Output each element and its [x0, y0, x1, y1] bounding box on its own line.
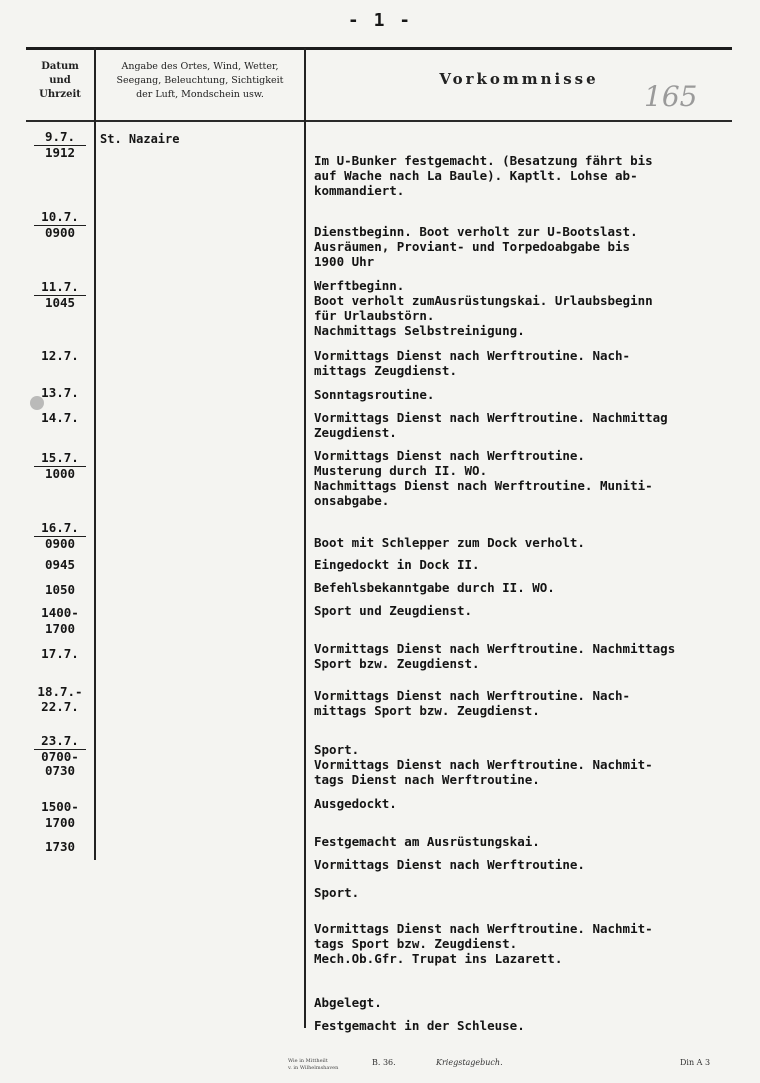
datetime-entry: [30, 386, 90, 400]
event-entry: Abgelegt.: [314, 995, 382, 1010]
event-entry: Im U-Bunker festgemacht. (Besatzung fährt bis auf Wache nach La Baule). Kaptlt. Lohse ab- kommandiert.: [314, 153, 653, 198]
datetime-entry: [30, 700, 90, 714]
event-entry: Vormittags Dienst nach Werftroutine.: [314, 857, 585, 872]
header-angabe-line: Seegang, Beleuchtung, Sichtigkeit: [116, 75, 284, 86]
time-text: 1045: [44, 295, 76, 310]
event-entry: Dienstbeginn. Boot verholt zur U-Bootslast. Ausräumen, Proviant- und Torpedoabgabe bis 1900 Uhr: [314, 224, 638, 269]
footer-printer-note: [288, 1058, 338, 1072]
datetime-entry: [30, 840, 90, 854]
time-text: 1730: [44, 839, 76, 854]
date-text: 9.7.: [44, 129, 76, 144]
time-text: 0945: [44, 557, 76, 572]
date-text: 12.7.: [41, 348, 79, 363]
date-text: 17.7.: [41, 646, 79, 661]
event-entry: Vormittags Dienst nach Werftroutine. Nachmit- tags Sport bzw. Zeugdienst. Mech.Ob.Gfr. Trupat ins Lazarett.: [314, 921, 653, 966]
datetime-entry: [30, 349, 90, 363]
datetime-entry: [30, 816, 90, 830]
date-text: 18.7.-: [37, 684, 83, 699]
datetime-entry: [30, 685, 90, 699]
datetime-entry: [30, 130, 90, 160]
time-text: 1700: [44, 621, 76, 636]
date-text: 23.7.: [41, 733, 79, 748]
event-entry: Werftbeginn. Boot verholt zumAusrüstungskai. Urlaubsbeginn für Urlaubstörn. Nachmittags Selbstreinigung.: [314, 278, 653, 338]
datetime-entry: [30, 451, 90, 481]
footer-form-number: B. 36.: [372, 1058, 396, 1067]
header-bottom-rule: [26, 120, 732, 122]
date-text: 16.7.: [41, 520, 79, 535]
footer-printer-line: Wie in Mittheilt: [288, 1058, 328, 1064]
datetime-entry: [30, 583, 90, 597]
footer-din: Din A 3: [680, 1058, 711, 1067]
date-text: 15.7.: [41, 450, 79, 465]
datetime-entry: [30, 280, 90, 310]
datetime-entry: [30, 622, 90, 636]
datetime-entry: [30, 521, 90, 551]
header-vorkommnisse: Vorkommnisse: [439, 70, 599, 88]
column-divider-right: [304, 48, 306, 1028]
event-entry: Befehlsbekanntgabe durch II. WO.: [314, 580, 555, 595]
header-datum-line: Uhrzeit: [39, 89, 81, 100]
event-entry: Vormittags Dienst nach Werftroutine. Nach- mittags Zeugdienst.: [314, 348, 631, 378]
datetime-entry: [30, 764, 90, 778]
header-top-rule: [26, 47, 732, 50]
page-number: - 1 -: [347, 10, 413, 31]
time-text: 1050: [44, 582, 76, 597]
place-entry: St. Nazaire: [100, 132, 180, 146]
date-text: 10.7.: [41, 209, 79, 224]
time-text: 1700: [44, 815, 76, 830]
header-datum: [28, 60, 92, 102]
date-text: 11.7.: [41, 279, 79, 294]
footer-title: Kriegstagebuch.: [436, 1058, 503, 1067]
time-text: 1912: [44, 145, 76, 160]
time-text: 1000: [44, 466, 76, 481]
event-entry: Vormittags Dienst nach Werftroutine. Nachmittags Sport bzw. Zeugdienst.: [314, 641, 676, 671]
datetime-entry: [30, 210, 90, 240]
handwritten-page-number: 165: [644, 80, 698, 113]
event-entry: Sonntagsroutine.: [314, 387, 435, 402]
event-entry: Festgemacht am Ausrüstungskai.: [314, 834, 540, 849]
event-entry: Boot mit Schlepper zum Dock verholt.: [314, 535, 585, 550]
header-angabe: [98, 60, 302, 102]
header-datum-line: und: [49, 75, 71, 86]
footer-printer-line: v. in Wilhelmshaven: [288, 1065, 339, 1071]
event-entry: Sport und Zeugdienst.: [314, 603, 473, 618]
event-entry: Sport.: [314, 885, 360, 900]
time-text: 0900: [44, 225, 76, 240]
datetime-entry: [30, 734, 90, 764]
date-text: 22.7.: [41, 699, 79, 714]
event-entry: Eingedockt in Dock II.: [314, 557, 480, 572]
datetime-entry: [30, 606, 90, 620]
time-text: 0700-: [41, 749, 79, 764]
time-text: 0900: [44, 536, 76, 551]
event-entry: Sport. Vormittags Dienst nach Werftroutine. Nachmit- tags Dienst nach Werftroutine.: [314, 742, 653, 787]
datetime-entry: [30, 800, 90, 814]
column-divider-left: [94, 48, 96, 860]
event-entry: Ausgedockt.: [314, 796, 397, 811]
header-datum-line: Datum: [41, 61, 79, 72]
datetime-entry: [30, 558, 90, 572]
header-angabe-line: der Luft, Mondschein usw.: [136, 89, 264, 100]
datetime-entry: [30, 411, 90, 425]
header-angabe-line: Angabe des Ortes, Wind, Wetter,: [121, 61, 279, 72]
time-text: 1400-: [41, 605, 79, 620]
event-entry: Vormittags Dienst nach Werftroutine. Nach- mittags Sport bzw. Zeugdienst.: [314, 688, 631, 718]
time-text: 0730: [44, 763, 76, 778]
event-entry: Vormittags Dienst nach Werftroutine. Musterung durch II. WO. Nachmittags Dienst nach Werftroutine. Muniti- onsabgabe.: [314, 448, 653, 508]
event-entry: Festgemacht in der Schleuse.: [314, 1018, 525, 1033]
date-text: 14.7.: [41, 410, 79, 425]
datetime-entry: [30, 647, 90, 661]
event-entry: Vormittags Dienst nach Werftroutine. Nachmittag Zeugdienst.: [314, 410, 668, 440]
time-text: 1500-: [41, 799, 79, 814]
date-text: 13.7.: [41, 385, 79, 400]
